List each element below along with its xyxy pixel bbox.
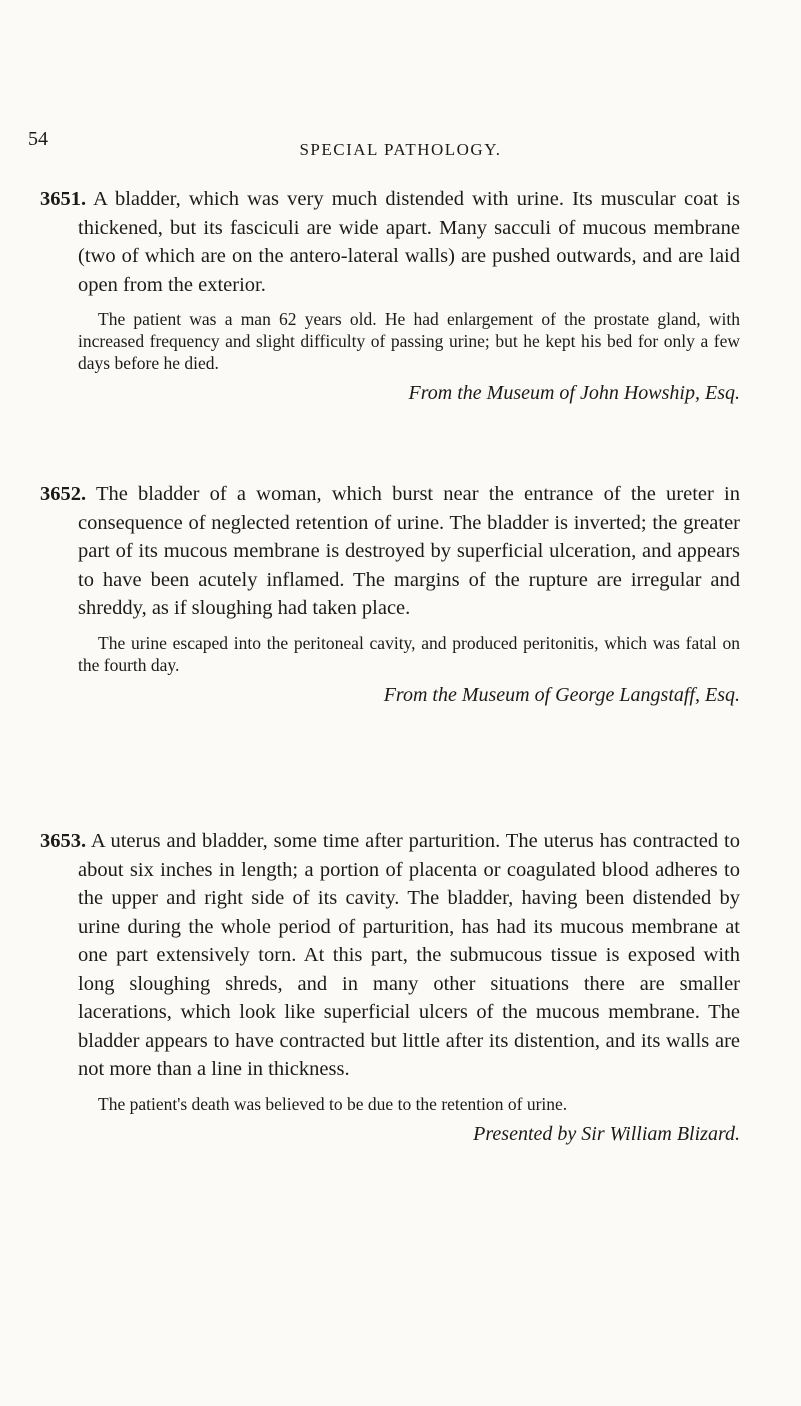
entry-text: The bladder of a woman, which burst near the entrance of the ureter in consequence of neglected retention of urine. The bladder is inverted; the greater part of its mucous membrane is destroyed by superficial ulceration, and appears to have been acutely inflamed. The margins of the rupture are irregular and shreddy, as if sloughing had taken place. [78, 483, 740, 619]
catalogue-entry-3652 [40, 480, 740, 707]
entry-description [40, 480, 740, 623]
entry-text: A uterus and bladder, some time after parturition. The uterus has contracted to about six inches in length; a portion of placenta or coagulated blood adheres to the upper and right side of its cavity. The bladder, having been distended by urine during the whole period of parturition, has had its mucous membrane at one part extensively torn. At this part, the submucous tissue is exposed with long sloughing shreds, and in many other situations there are smaller lacerations, which look like superficial ulcers of the mucous membrane. The bladder appears to have contracted but little after its distention, and its walls are not more than a line in thickness. [78, 830, 741, 1080]
entry-source: From the Museum of John Howship, Esq. [408, 382, 740, 404]
entry-number: 3653. [40, 830, 87, 852]
entry-source: From the Museum of George Langstaff, Esq. [383, 683, 740, 706]
entry-clinical-note: The patient's death was believed to be due to the retention of urine. [98, 1093, 568, 1114]
entry-text: A bladder, which was very much distended with urine. Its muscular coat is thickened, but its fasciculi are wide apart. Many sacculi of mucous membrane (two of which are on the antero-lateral walls) are pushed outwards, and are laid open from the exterior. [78, 188, 740, 296]
running-head: SPECIAL PATHOLOGY. [299, 140, 502, 159]
entry-clinical-note: The urine escaped into the peritoneal cavity, and produced peritonitis, which was fatal on the fourth day. [78, 632, 740, 675]
entry-clinical-note: The patient was a man 62 years old. He had enlargement of the prostate gland, with increased frequency and slight difficulty of passing urine; but he kept his bed for only a few days before he died. [78, 309, 740, 373]
catalogue-entry-3651 [40, 185, 740, 405]
entry-description [40, 185, 740, 299]
entry-number: 3651. [40, 188, 87, 210]
entry-description [40, 827, 740, 1084]
entry-source: Presented by Sir William Blizard. [473, 1122, 740, 1145]
catalogue-entry-3653 [40, 827, 740, 1146]
page-number: 54 [28, 128, 48, 150]
entry-number: 3652. [40, 483, 87, 505]
